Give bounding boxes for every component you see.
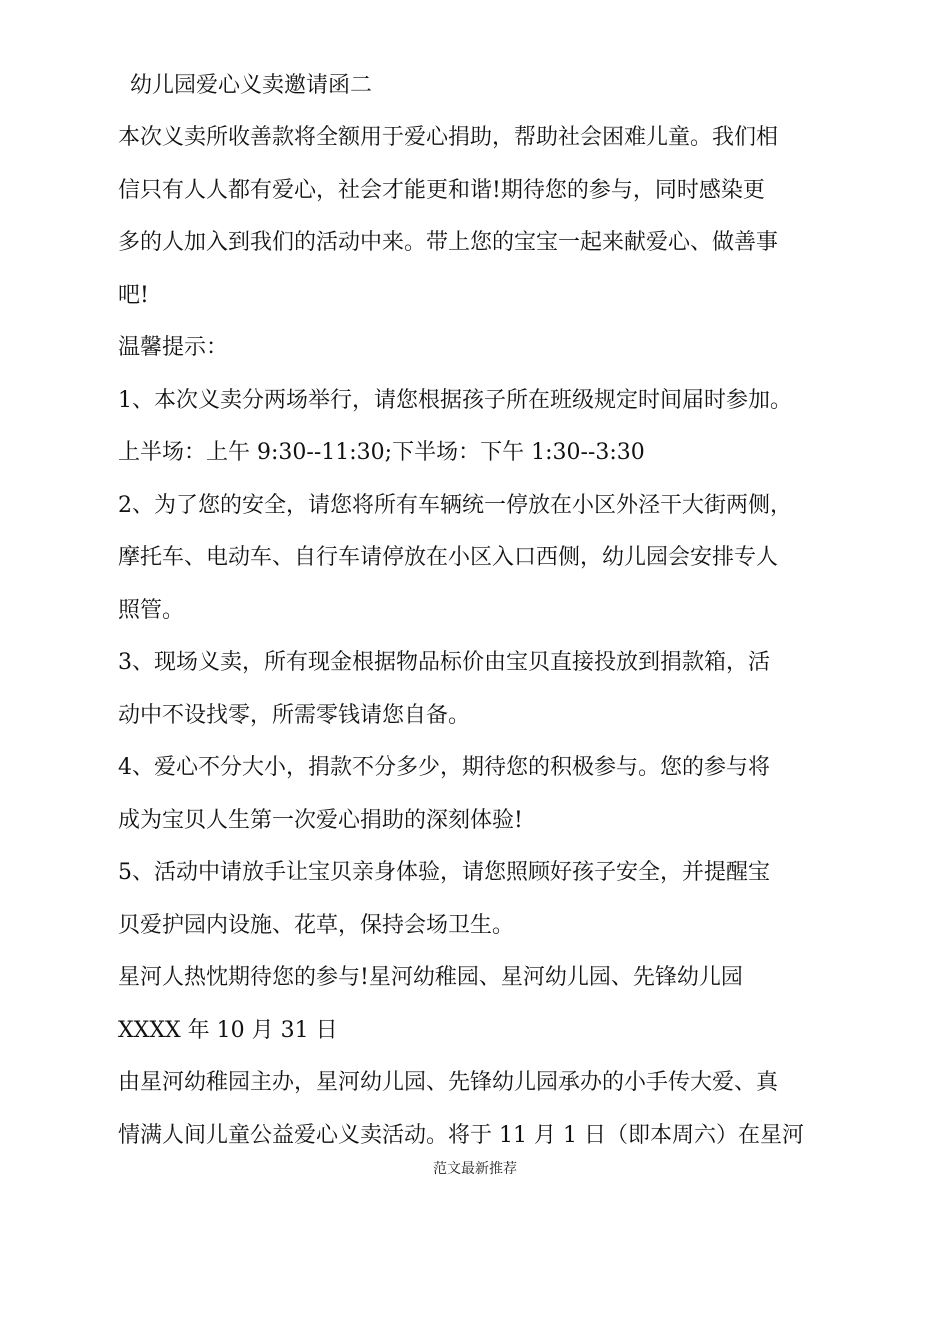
- tip-3-line: 3、现场义卖，所有现金根据物品标价由宝贝直接投放到捐款箱，活: [118, 650, 770, 675]
- page-footer: 范文最新推荐: [433, 1161, 517, 1177]
- date-line: XXXX 年 10 月 31 日: [118, 1017, 338, 1043]
- body-line: 本次义卖所收善款将全额用于爱心捐助，帮助社会困难儿童。我们相: [118, 125, 779, 150]
- body-line: 由星河幼稚园主办，星河幼儿园、先锋幼儿园承办的小手传大爱、真: [118, 1070, 779, 1095]
- tip-2-line: 摩托车、电动车、自行车请停放在小区入口西侧，幼儿园会安排专人: [118, 545, 779, 570]
- body-line: 多的人加入到我们的活动中来。带上您的宝宝一起来献爱心、做善事: [118, 230, 779, 255]
- tip-1-schedule: 上半场：上午 9:30--11:30;下半场：下午 1:30--3:30: [118, 440, 645, 465]
- document-body: [118, 112, 838, 1162]
- body-line: 信只有人人都有爱心，社会才能更和谐!期待您的参与，同时感染更: [118, 177, 765, 203]
- tip-2-line: 2、为了您的安全，请您将所有车辆统一停放在小区外泾干大街两侧，: [118, 492, 792, 518]
- tip-2-line: 照管。: [118, 597, 185, 623]
- signature-line: 星河人热忱期待您的参与!星河幼稚园、星河幼儿园、先锋幼儿园: [118, 965, 743, 990]
- tip-1-line: 1、本次义卖分两场举行，请您根据孩子所在班级规定时间届时参加。: [118, 387, 792, 413]
- document-title: 幼儿园爱心义卖邀请函二: [130, 73, 373, 98]
- tip-4-line: 成为宝贝人生第一次爱心捐助的深刻体验!: [118, 807, 523, 833]
- tips-heading: 温馨提示：: [118, 335, 229, 360]
- body-line: 情满人间儿童公益爱心义卖活动。将于 11 月 1 日（即本周六）在星河: [118, 1122, 804, 1148]
- tip-3-line: 动中不设找零，所需零钱请您自备。: [118, 702, 471, 728]
- body-line: 吧!: [118, 282, 149, 308]
- tip-5-line: 贝爱护园内设施、花草，保持会场卫生。: [118, 912, 515, 938]
- tip-4-line: 4、爱心不分大小，捐款不分多少，期待您的积极参与。您的参与将: [118, 755, 770, 780]
- tip-5-line: 5、活动中请放手让宝贝亲身体验，请您照顾好孩子安全，并提醒宝: [118, 860, 770, 885]
